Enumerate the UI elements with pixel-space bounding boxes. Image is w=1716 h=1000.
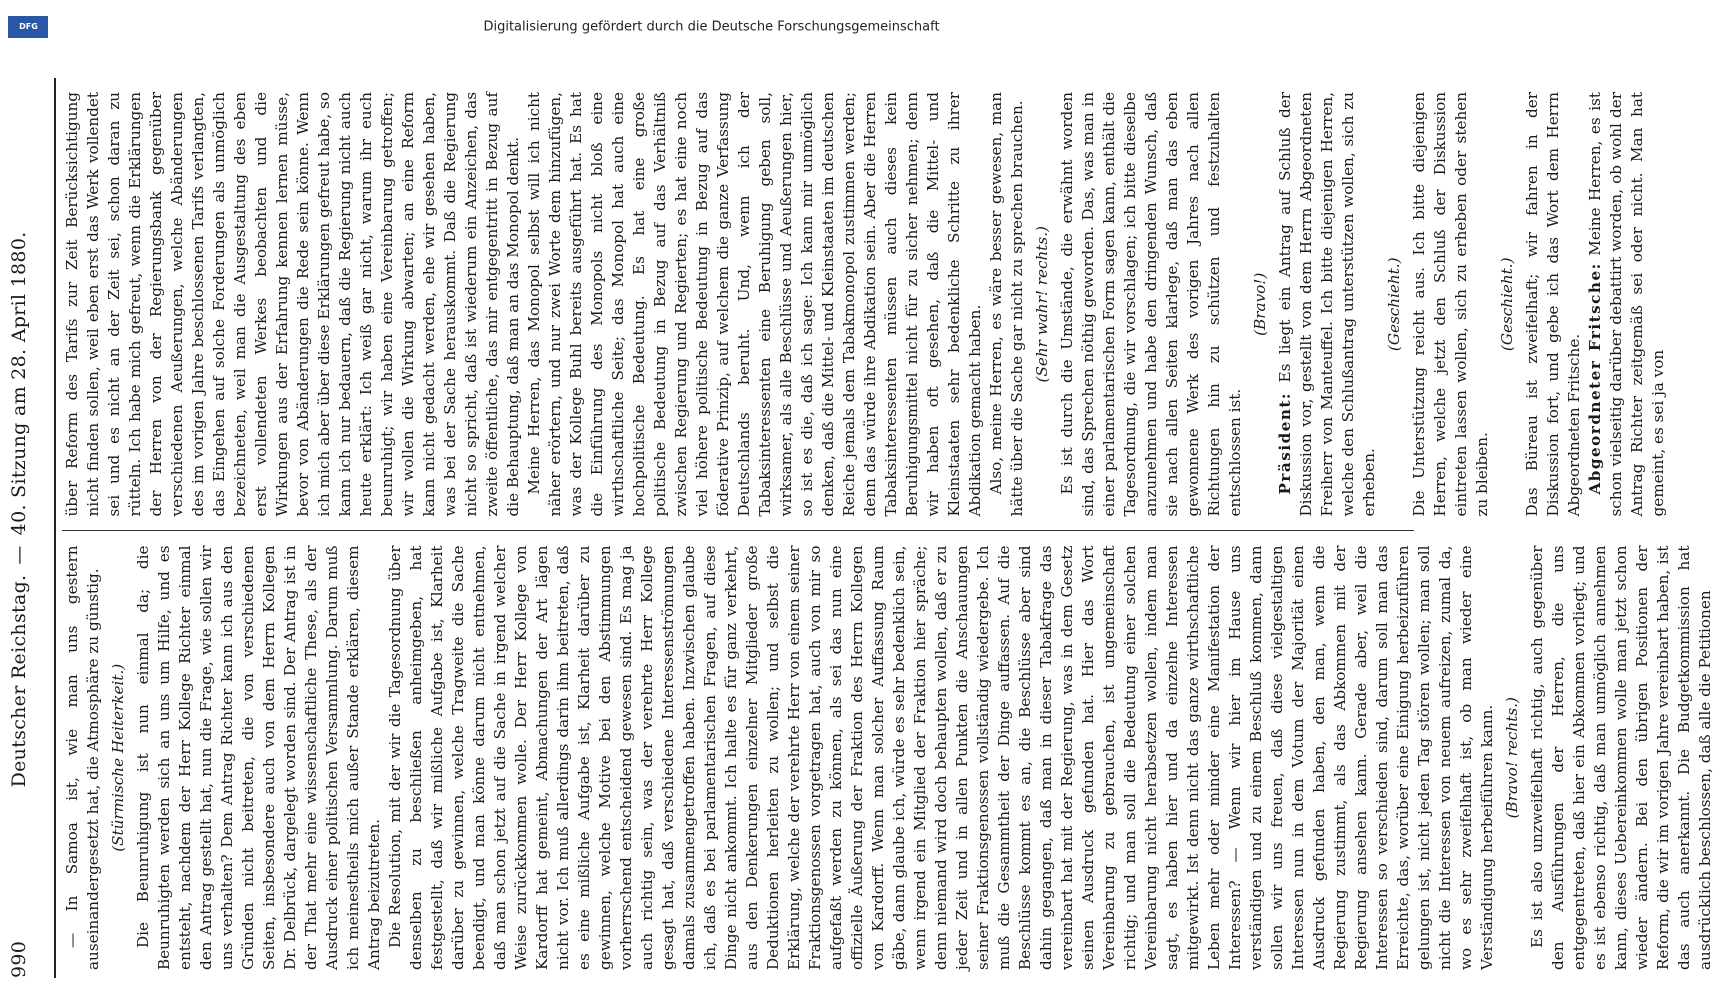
title-dash: — (8, 545, 30, 565)
running-title (8, 78, 30, 941)
paragraph: Also, meine Herren, es wäre besser gewesen, man hätte über die Sache gar nicht zu sprechen brauchen. (987, 92, 1026, 517)
reaction-note: (Stürmische Heiterkeit.) (109, 663, 127, 852)
reaction-note: (Geschieht.) (1498, 257, 1516, 352)
paragraph (1275, 92, 1380, 517)
dfg-logo-text: DFG (18, 22, 38, 32)
left-column (62, 531, 1714, 985)
credit-text: Digitalisierung gefördert durch die Deutsche Forschungsgemeinschaft (482, 19, 940, 35)
session-label: 40. Sitzung am 28. April 1880. (8, 231, 30, 536)
paragraph: Meine Herren, das Monopol selbst will ich nicht näher erörtern, und nur zwei Worte dem hinzufügen, was der Kollege Buhl bereits ausgeführt hat. Es hat die Einführung des Monopols nicht bloß eine wirthschaftliche Seite; das Monopol hat auch eine hochpolitische Bedeutung. Es hat eine große politische Bedeutung in Bezug auf das Verhältniß zwischen Regierung und Regierten; es hat eine noch viel höhere politische Bedeutung in Bezug auf das föderative Prinzip, auf welchem die ganze Verfassung Deutschlands beruht. Und, wenn ich der Tabaksinteressenten eine Beruhigung geben soll, wirksamer, als alle Beschlüsse und Aeußerungen hier, so ist es die, daß ich sage: Ich kann mir unmöglich denken, daß die Mittel- und Kleinstaaten im deutschen Reiche jemals dem Tabakmonopol zustimmen werden; denn das würde ihre Abdikation sein. Aber die Herren Tabaksinteressenten müssen auch dieses kein Beruhigungsmittel nicht für zu sicher nehmen; denn wir haben oft gesehen, daß die Mittel- und Kleinstaaten sehr bedenkliche Schritte zu ihrer Abdikation gemacht haben. (525, 92, 984, 517)
speech-text: Es liegt ein Antrag auf Schluß der Diskussion vor, gestellt von dem Herrn Abgeordneten Freiherr von Manteuffel. Ich bitte diejenigen Herren, welche den Schlußantrag unterstützen wollen, sich zu erheben. (1276, 91, 1378, 517)
right-column (62, 78, 1667, 531)
running-head (8, 16, 48, 984)
paragraph: Es ist also unzweifelhaft richtig, auch gegenüber den Ausführungen der Herren, die uns entgegentreten, daß hier ein Abkommen vorliegt; und es ist ebenso richtig, daß man unmöglich annehmen kann, dieses Uebereinkommen wolle man jetzt schon wieder ändern. Bei den übrigen Positionen der Reform, die wir im vorigen Jahre vereinbart haben, ist das auch anerkannt. Die Budgetkommission hat ausdrücklich beschlossen, daß alle die Petitionen (1528, 545, 1714, 970)
reaction-note: (Bravo! rechts.) (1503, 697, 1521, 819)
speaker-name: Präsident: (1276, 391, 1294, 495)
paragraph (1585, 92, 1669, 517)
page-number: 990 (8, 940, 30, 978)
reaction-note: (Sehr wahr! rechts.) (1033, 226, 1051, 383)
speech-text: Meine Herren, es ist schon vielseitig darüber debattirt worden, ob wohl der Antrag Richter zeitgemäß sei oder nicht. Man hat gemeint, es sei ja von (1586, 92, 1667, 517)
header-rule (54, 78, 56, 978)
digitization-credit (70, 6, 1352, 48)
paragraph: — In Samoa ist, wie man uns gestern auseinandergesetzt hat, die Atmosphäre zu günstig. (63, 545, 102, 970)
paragraph: Es ist durch die Umstände, die erwähnt worden sind, das Sprechen nöthig geworden. Das, was man in einer parlamentarischen Form sagen kann, enthält die Tagesordnung, die wir vorschlagen; ich bitte dieselbe anzunehmen und habe den dringenden Wunsch, daß sie nach allen Seiten klarlege, daß man das eben gewonnene Werk des vorigen Jahres nach allen Richtungen hin zu schützen und festzuhalten entschlossen ist. (1058, 92, 1244, 517)
speaker-name: Abgeordneter Fritsche: (1586, 262, 1604, 495)
paragraph: über Reform des Tarifs zur Zeit Berücksichtigung nicht finden sollen, weil eben erst das Werk vollendet sei und es nicht an der Zeit sei, schon daran zu rütteln. Ich habe mich gefreut, wenn die Erklärungen der Herren von der Regierungsbank gegenüber verschiedenen Aeußerungen, welche Abänderungen des im vorigen Jahre beschlossenen Tarifs verlangten, das Eingehen auf solche Forderungen als unmöglich bezeichneten, weil man die Ausgestaltung des eben erst vollendeten Werkes beobachten und die Wirkungen aus der Erfahrung kennen lernen müsse, bevor von Abänderungen die Rede sein könne. Wenn ich mich aber über diese Erklärungen gefreut habe, so kann ich nur bedauern, daß die Regierung nicht auch heute erklärt: Ich weiß gar nicht, warum ihr euch beunruhigt; wir haben eine Vereinbarung getroffen; wir wollen die Wirkung abwarten; an eine Reform kann nicht gedacht werden, ehe wir gesehen haben, was bei der Sache herauskommt. Daß die Regierung nicht so spricht, daß ist wiederum ein Anzeichen, das zweite öffentliche, das mir entgegentritt in Bezug auf die Behauptung, daß man an das Monopol denkt. (63, 92, 522, 517)
reaction-note: (Bravo!) (1251, 272, 1269, 336)
reaction-note: (Geschieht.) (1385, 257, 1403, 352)
dfg-logo (8, 16, 48, 38)
paragraph: Die Unterstützung reicht aus. Ich bitte diejenigen Herren, welche jetzt den Schluß der Diskussion eintreten lassen wollen, sich zu erheben oder stehen zu bleiben. (1410, 92, 1491, 517)
paragraph: Die Resolution, mit der wir die Tagesordnung über denselben zu beschließen anheimgeben, hat festgestellt, daß wir mißliche Aufgabe ist, Klarheit darüber zu gewinnen, welche Tragweite die Sache beendigt, und man könne darum nicht entnehmen, daß man schon jetzt auf die Sache in irgend welcher Weise zurückkommen wolle. Der Herr Kollege von Kardorff hat gemeint, Abmachungen der Art lägen nicht vor. Ich muß allerdings darin ihm beitreten, daß es eine mißliche Aufgabe ist, Klarheit darüber zu gewinnen, welche Motive bei den Abstimmungen vorherrschend entscheidend gewesen sind. Es mag ja auch richtig sein, was der verehrte Herr Kollege gesagt hat, daß verschiedene Interessenströmungen damals zusammengetroffen haben. Inzwischen glaube ich, daß es bei parlamentarischen Fragen, auf diese Dinge nicht ankommt. Ich halte es für ganz verkehrt, aus den Denkerungen einzelner Mitglieder große Deduktionen herleiten zu wollen; und selbst die Erklärung, welche der verehrte Herr von einem seiner Fraktionsgenossen vorgetragen hat, auch von mir so aufgefaßt werden zu können, als sei das nun eine offizielle Äußerung der Fraktion des Herrn Kollegen von Kardorff. Wenn man solcher Auffassung Raum gäbe, dann glaube ich, würde es sehr bedenklich sein, wenn irgend ein Mitglied der Fraktion hier spräche; denn niemand wird doch behaupten wollen, daß er zu jeder Zeit und in allen Punkten die Anschauungen seiner Fraktionsgenossen vollständig wiedergebe. Ich muß die Gesammtheit der Dinge auffassen. Auf die Beschlüsse kommt es an, die Beschlüsse aber sind dahin gegangen, daß man in dieser Tabakfrage das vereinbart hat mit der Regierung, was in dem Gesetz seinen Ausdruck gefunden hat. Hier das Wort Vereinbarung zu gebrauchen, ist ungemeinschaft richtig; und man soll die Bedeutung einer solchen Vereinbarung nicht herabsetzen wollen, indem man sagt, es haben hier und da einzelne Interessen mitgewirkt. Ist denn nicht das ganze wirthschaftliche Leben mehr oder minder eine Manifestation der Interessen? — Wenn wir hier im Hause uns verständigen und zu einem Beschluß kommen, dann sollen wir uns freuen, daß diese vielgestaltigen Interessen nun in dem Votum der Majorität einen Ausdruck gefunden haben, den man, wenn die Regierung zustimmt, als das Abkommen mit der Regierung ansehen kann. Gerade aber, weil die Interessen so verschieden sind, darum soll man das Erreichte, das, worüber eine Einigung herbeizuführen gelungen ist, nicht jeden Tag stören wollen; man soll nicht die Interessen von neuem aufreizen, zumal da, wo es sehr zweifelhaft ist, ob man wieder eine Verständigung herbeiführen kann. (386, 545, 1496, 970)
publication-name: Deutscher Reichstag. (8, 574, 30, 788)
paragraph: Die Beunruhigung ist nun einmal da; die Beunruhigten werden sich an uns um Hilfe, und es entsteht, nachdem der Herr Kollege Richter einmal den Antrag gestellt hat, nun die Frage, wie sollen wir uns verhalten? Dem Antrag Richter kann ich aus den Gründen nicht beitreten, die von verschiedenen Seiten, insbesondere auch von dem Herrn Kollegen Dr. Delbrück, dargelegt worden sind. Der Antrag ist in der That mehr eine wissenschaftliche These, als der Ausdruck einer politischen Versammlung. Darum muß ich meinestheils mich außer Stande erklären, diesem Antrag beizutreten. (134, 545, 383, 970)
text-columns (62, 78, 1714, 984)
paragraph: Das Büreau ist zweifelhaft; wir fahren in der Diskussion fort, und gebe ich das Wort dem Herrn Abgeordneten Fritsche. (1523, 92, 1583, 517)
